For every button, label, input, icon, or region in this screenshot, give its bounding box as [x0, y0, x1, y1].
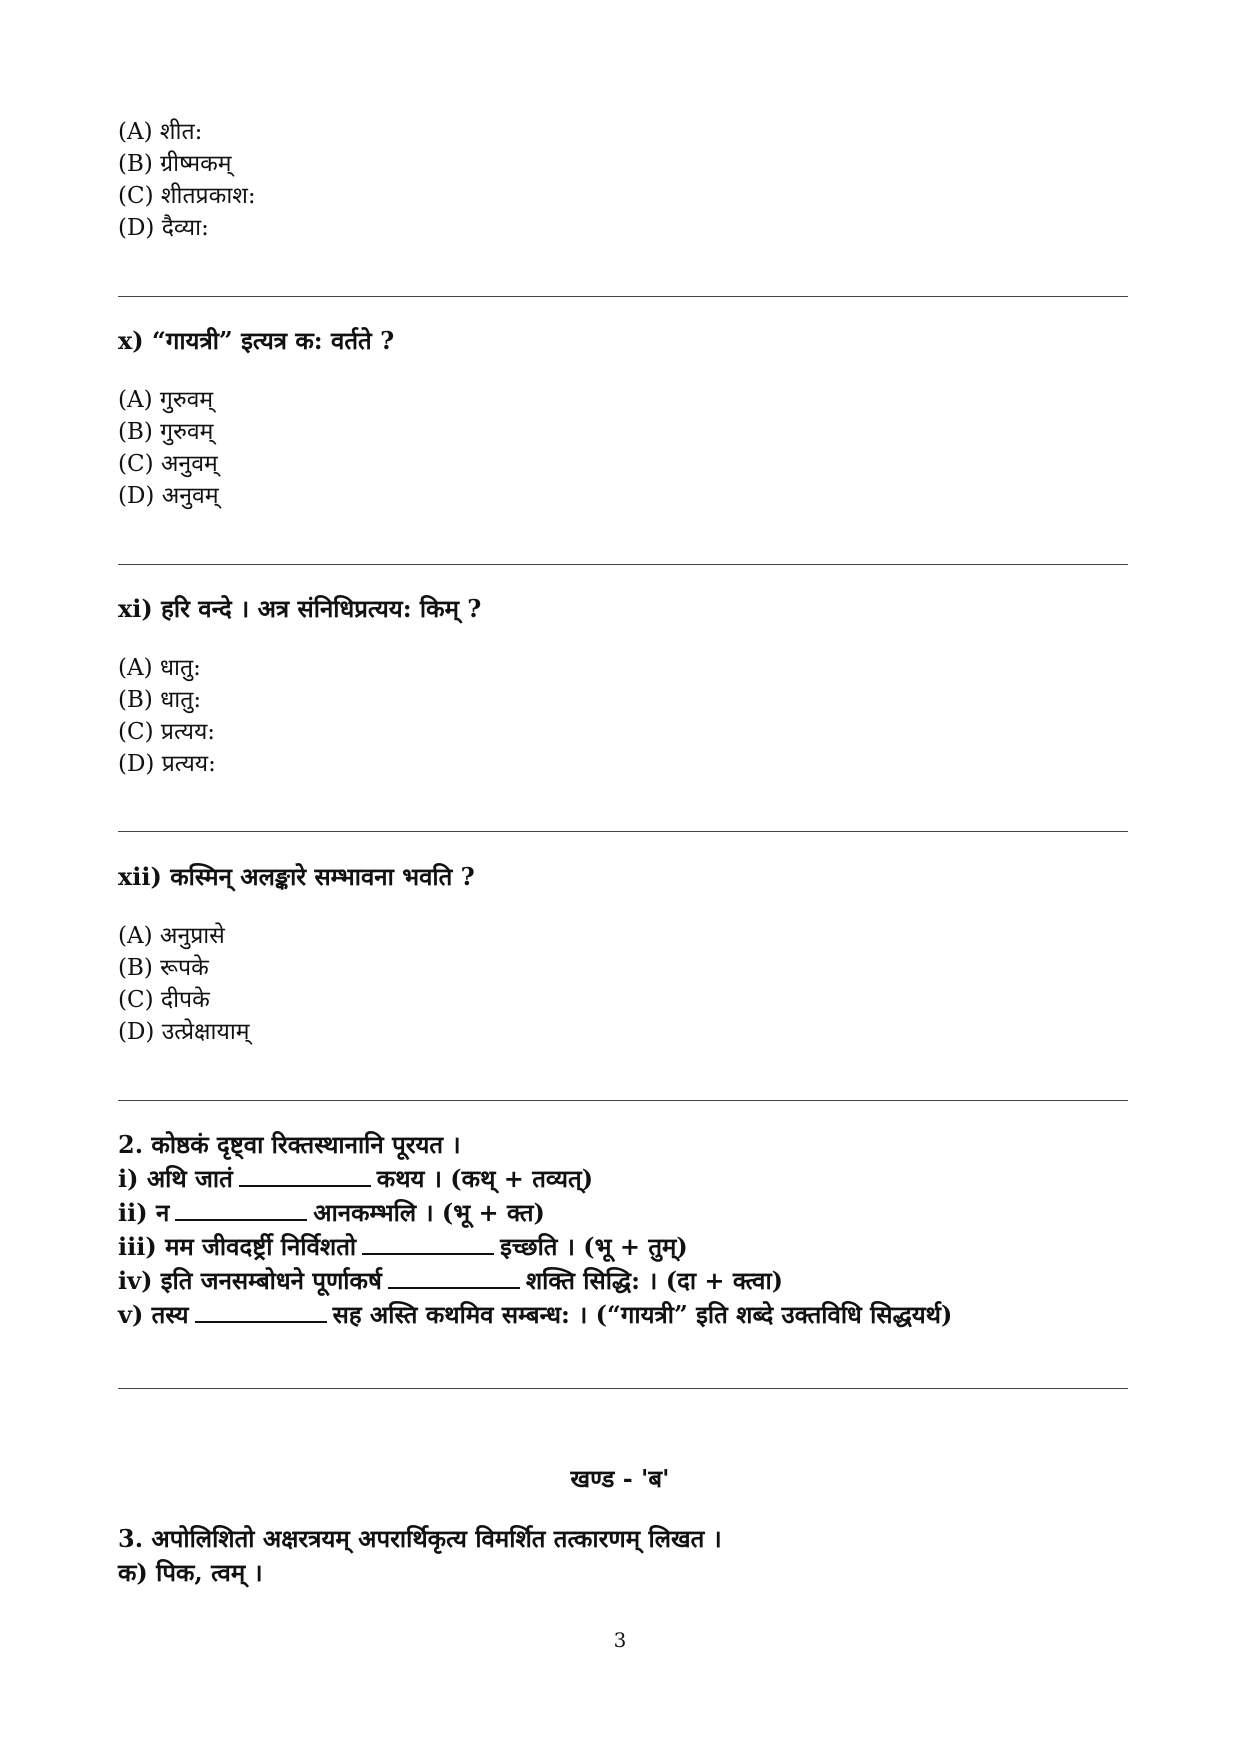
divider — [118, 831, 1128, 832]
page-number: 3 — [613, 1628, 627, 1652]
divider — [118, 564, 1128, 565]
question-x-options — [118, 384, 1128, 512]
item-prefix: i) अथि जातं — [118, 1164, 233, 1193]
blank-line — [239, 1165, 371, 1187]
option-b: (B) गुरुवम् — [118, 419, 214, 445]
question-xi — [118, 592, 1128, 626]
question-item: क) पिक, त्वम् । — [118, 1558, 263, 1587]
item-prefix: v) तस्य — [118, 1300, 189, 1329]
item-suffix: इच्छति । (भू + तुम्) — [500, 1232, 688, 1261]
blank-line — [388, 1267, 520, 1289]
question-x — [118, 324, 1128, 358]
option-d: (D) प्रत्यय: — [118, 751, 216, 777]
option-c: (C) अनुवम् — [118, 451, 218, 477]
question-xii-options — [118, 920, 1128, 1048]
option-d: (D) दैव्या: — [118, 215, 209, 241]
question-title: 3. अपोलिशितो अक्षरत्रयम् अपरार्थिकृत्य विमर्शित तत्कारणम् लिखत । — [118, 1524, 722, 1553]
blank-line — [195, 1301, 327, 1323]
question-title: 2. कोष्ठकं दृष्ट्वा रिक्तस्थानानि पूरयत । — [118, 1130, 461, 1159]
fill-blank-item — [118, 1230, 1128, 1264]
question-3 — [118, 1522, 1128, 1590]
item-suffix: आनकम्भलि । (भू + क्त) — [313, 1198, 545, 1227]
option-a: (A) अनुप्रासे — [118, 923, 225, 949]
fill-blank-item — [118, 1196, 1128, 1230]
option-b: (B) धातु: — [118, 687, 202, 713]
option-a: (A) शीत: — [118, 119, 203, 145]
item-suffix: कथय । (कथ् + तव्यत्) — [376, 1164, 594, 1193]
question-xi-options — [118, 652, 1128, 780]
question-text: xii) कस्मिन् अलङ्कारे सम्भावना भवति ? — [118, 862, 475, 891]
option-c: (C) दीपके — [118, 987, 210, 1013]
divider — [118, 1100, 1128, 1101]
option-a: (A) गुरुवम् — [118, 387, 214, 413]
option-d: (D) उत्प्रेक्षायाम् — [118, 1019, 250, 1045]
divider — [118, 296, 1128, 297]
blank-line — [362, 1233, 494, 1255]
question-text: xi) हरि वन्दे । अत्र संनिधिप्रत्यय: किम् ? — [118, 594, 482, 623]
fill-blank-item — [118, 1162, 1128, 1196]
fill-blank-item — [118, 1298, 1128, 1332]
option-c: (C) शीतप्रकाश: — [118, 183, 256, 209]
option-b: (B) रूपके — [118, 955, 209, 981]
blank-line — [175, 1199, 307, 1221]
option-a: (A) धातु: — [118, 655, 201, 681]
option-b: (B) ग्रीष्मकम् — [118, 151, 232, 177]
item-prefix: ii) न — [118, 1198, 170, 1227]
question-2 — [118, 1128, 1128, 1332]
divider — [118, 1388, 1128, 1389]
section-heading: खण्ड - 'ब' — [570, 1464, 670, 1493]
fill-blank-item — [118, 1264, 1128, 1298]
prev-question-options — [118, 116, 1128, 244]
item-suffix: शक्ति सिद्धि: । (दा + क्त्वा) — [525, 1266, 784, 1295]
option-d: (D) अनुवम् — [118, 483, 219, 509]
item-suffix: सह अस्ति कथमिव सम्बन्ध: । (“गायत्री” इति शब्दे उक्तविधि सिद्धयर्थ) — [332, 1300, 953, 1329]
item-prefix: iii) मम जीवदर्ष्ट्री निर्विशतो — [118, 1232, 357, 1261]
question-text: x) “गायत्री” इत्यत्र क: वर्तते ? — [118, 326, 395, 355]
item-prefix: iv) इति जनसम्बोधने पूर्णाकर्ष — [118, 1266, 382, 1295]
option-c: (C) प्रत्यय: — [118, 719, 216, 745]
question-xii — [118, 860, 1128, 894]
